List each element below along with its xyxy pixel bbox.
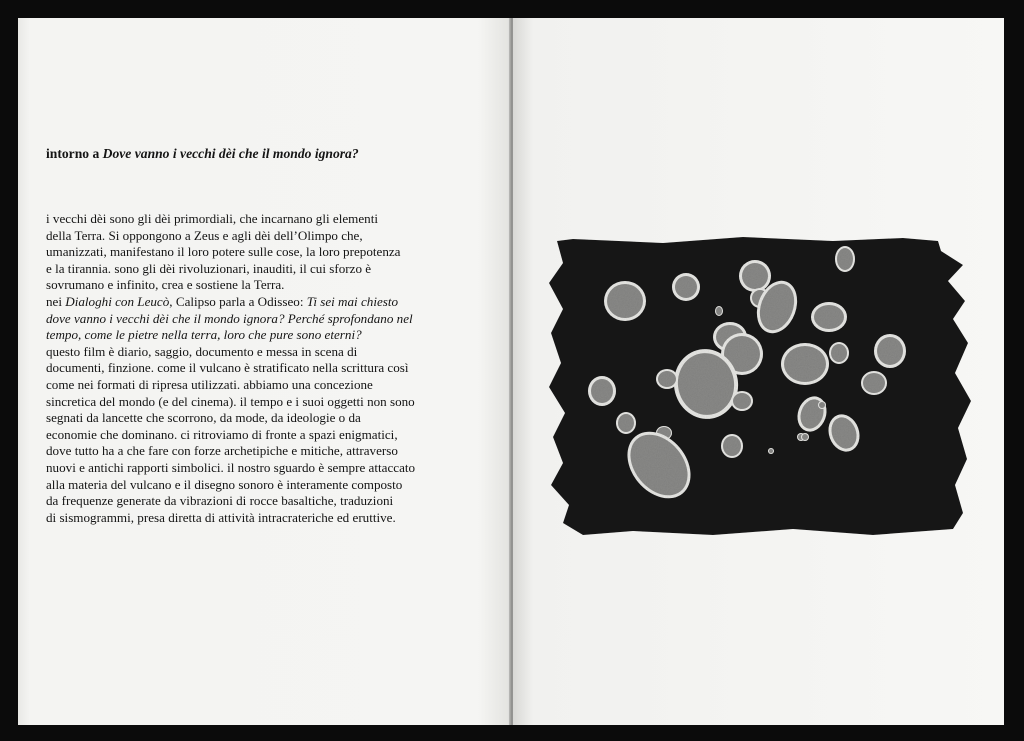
vesicle — [781, 343, 829, 385]
text-line — [46, 244, 511, 261]
text-span: dove tutto ha a che fare con forze archetipiche e mitiche, attraverso — [46, 443, 398, 459]
vesicle — [874, 334, 906, 368]
text-line — [46, 510, 511, 527]
vesicle-core — [784, 346, 826, 382]
text-line — [46, 277, 511, 294]
text-line — [46, 211, 511, 228]
text-line — [46, 294, 511, 311]
text-span: segnati da lancette che scorrono, da mode, da ideologie o da — [46, 410, 361, 426]
vesicle — [739, 260, 771, 292]
vesicle — [835, 246, 855, 272]
vesicle-core — [802, 434, 808, 440]
vesicle-core — [863, 373, 885, 393]
text-span: umanizzati, manifestano il loro potere sulle cose, la loro prepotenza — [46, 244, 401, 260]
text-line — [46, 477, 511, 494]
text-span: questo film è diario, saggio, documento e messa in scena di — [46, 343, 358, 359]
vesicle-core — [769, 449, 773, 453]
vesicle-core — [831, 344, 847, 362]
text-span: sovrumano e infinito, crea e sostiene la Terra. — [46, 277, 285, 293]
vesicle-core — [837, 248, 853, 270]
text-line — [46, 460, 511, 477]
text-line — [46, 377, 511, 394]
text-span: nuovi e antichi rapporti simbolici. il nostro sguardo è sempre attaccato — [46, 459, 416, 475]
vesicle-core — [877, 337, 903, 365]
text-line — [46, 311, 511, 328]
text-line — [46, 360, 511, 377]
text-span: come nei formati di ripresa utilizzati. abbiamo una concezione — [46, 376, 373, 392]
text-span: i vecchi dèi sono gli dèi primordiali, che incarnano gli elementi — [46, 211, 378, 226]
left-page — [18, 18, 511, 725]
italic-text: tempo, come le pietre nella terra, loro che pure sono eterni? — [46, 327, 362, 343]
text-line — [46, 228, 511, 245]
text-span: di sismogrammi, presa diretta di attività intracrateriche ed eruttive. — [46, 509, 396, 525]
vesicle-core — [618, 414, 634, 432]
vesicle — [731, 391, 753, 411]
vesicle-core — [675, 276, 697, 298]
vesicle — [768, 448, 774, 454]
text-span: nei — [46, 293, 66, 309]
text-span: , Calipso parla a Odisseo: — [169, 293, 307, 309]
text-line — [46, 261, 511, 278]
text-line — [46, 427, 511, 444]
vesicle — [604, 281, 646, 321]
text-span: documenti, finzione. come il vulcano è stratificato nella scrittura così — [46, 360, 409, 376]
italic-text: Ti sei mai chiesto — [306, 293, 399, 309]
text-span: da frequenze generate da vibrazioni di rocce basaltiche, traduzioni — [46, 493, 394, 509]
vesicle — [656, 369, 678, 389]
vesicle — [818, 401, 826, 409]
vesicle — [861, 371, 887, 395]
heading-prefix: intorno a — [46, 146, 103, 161]
text-span: sincretica del mondo (e del cinema). il tempo e i suoi oggetti non sono — [46, 393, 415, 409]
vesicle — [616, 412, 636, 434]
text-line — [46, 394, 511, 411]
vesicle-core — [607, 284, 643, 318]
body-text — [46, 211, 511, 526]
text-line — [46, 327, 511, 344]
vesicle — [588, 376, 616, 406]
italic-text: dove vanno i vecchi dèi che il mondo ignora? Perché sprofondano nel — [46, 310, 413, 326]
book-spread — [18, 18, 1004, 725]
vesicle-core — [742, 263, 768, 289]
heading-italic-title: Dove vanno i vecchi dèi che il mondo ignora? — [102, 146, 359, 161]
text-line — [46, 493, 511, 510]
text-line — [46, 443, 511, 460]
vesicle — [801, 433, 809, 441]
text-span: e la tirannia. sono gli dèi rivoluzionari, inauditi, il cui sforzo è — [46, 260, 372, 276]
vesicle-core — [591, 379, 613, 403]
vesicle-core — [814, 305, 844, 329]
text-span: della Terra. Si oppongono a Zeus e agli dèi dell’Olimpo che, — [46, 227, 363, 243]
text-line — [46, 344, 511, 361]
vesicle — [811, 302, 847, 332]
volcanic-rock-figure — [543, 223, 993, 543]
text-span: economie che dominano. ci ritroviamo di fronte a spazi enigmatici, — [46, 426, 398, 442]
vesicle-core — [658, 371, 676, 387]
thin-section-image — [543, 223, 993, 543]
vesicle — [715, 306, 723, 316]
page-heading — [46, 145, 486, 163]
vesicle — [829, 342, 849, 364]
vesicle — [721, 434, 743, 458]
vesicle-core — [819, 402, 825, 408]
vesicle-core — [733, 393, 751, 409]
text-line — [46, 410, 511, 427]
vesicle — [672, 273, 700, 301]
vesicle-core — [723, 436, 741, 456]
vesicle-core — [716, 307, 722, 315]
italic-text: Dialoghi con Leucò — [65, 293, 170, 309]
text-span: alla materia del vulcano e il disegno sonoro è interamente composto — [46, 476, 403, 492]
